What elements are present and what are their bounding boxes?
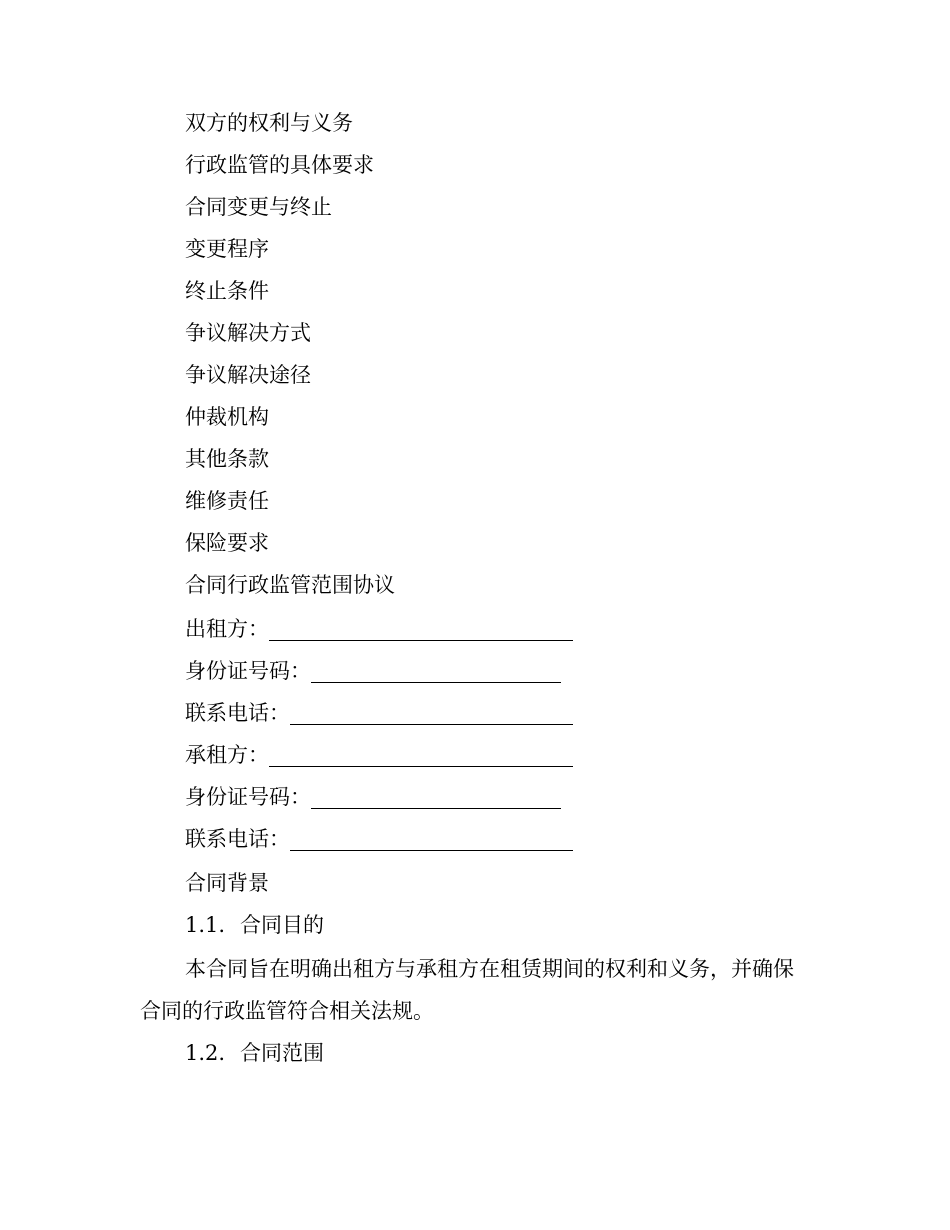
heading-change-termination: 合同变更与终止 [185,195,332,219]
heading-maintenance: 维修责任 [185,489,269,513]
heading-administrative-supervision: 行政监管的具体要求 [185,153,374,177]
heading-dispute-resolution-path: 争议解决途径 [185,363,311,387]
lessee-phone-blank-line[interactable] [290,824,573,851]
lessee-label: 承租方： [185,743,269,767]
heading-other-terms: 其他条款 [185,447,269,471]
heading-change-procedure: 变更程序 [185,237,269,261]
heading-agreement-title: 合同行政监管范围协议 [185,573,395,597]
heading-termination-conditions: 终止条件 [185,279,269,303]
lessee-id-field [185,782,561,812]
lessor-id-blank-line[interactable] [311,656,561,683]
lessor-id-field [185,656,561,686]
lessor-blank-line[interactable] [269,614,573,641]
heading-arbitration-institution: 仲裁机构 [185,405,269,429]
lessee-id-label: 身份证号码： [185,785,311,809]
lessor-field [185,614,573,644]
lessee-field [185,740,573,770]
lessor-label: 出租方： [185,617,269,641]
lessor-id-label: 身份证号码： [185,659,311,683]
section-1-1-heading [185,910,324,940]
purpose-paragraph: 本合同旨在明确出租方与承租方在租赁期间的权利和义务，并确保合同的行政监管符合相关法规。 [140,957,794,1023]
background-heading: 合同背景 [185,871,269,895]
heading-dispute-resolution-method: 争议解决方式 [185,321,311,345]
lessee-id-blank-line[interactable] [311,782,561,809]
lessee-phone-label: 联系电话： [185,827,290,851]
heading-insurance: 保险要求 [185,531,269,555]
lessee-phone-field [185,824,573,854]
section-1-2-number: 1.2. [185,1041,226,1065]
lessee-blank-line[interactable] [269,740,573,767]
section-1-2-heading [185,1038,324,1068]
lessor-phone-blank-line[interactable] [290,698,573,725]
lessor-phone-label: 联系电话： [185,701,290,725]
heading-rights-obligations: 双方的权利与义务 [185,111,353,135]
section-1-2-title: 合同范围 [240,1041,324,1065]
section-1-1-title: 合同目的 [240,913,324,937]
lessor-phone-field [185,698,573,728]
section-1-1-number: 1.1. [185,913,226,937]
